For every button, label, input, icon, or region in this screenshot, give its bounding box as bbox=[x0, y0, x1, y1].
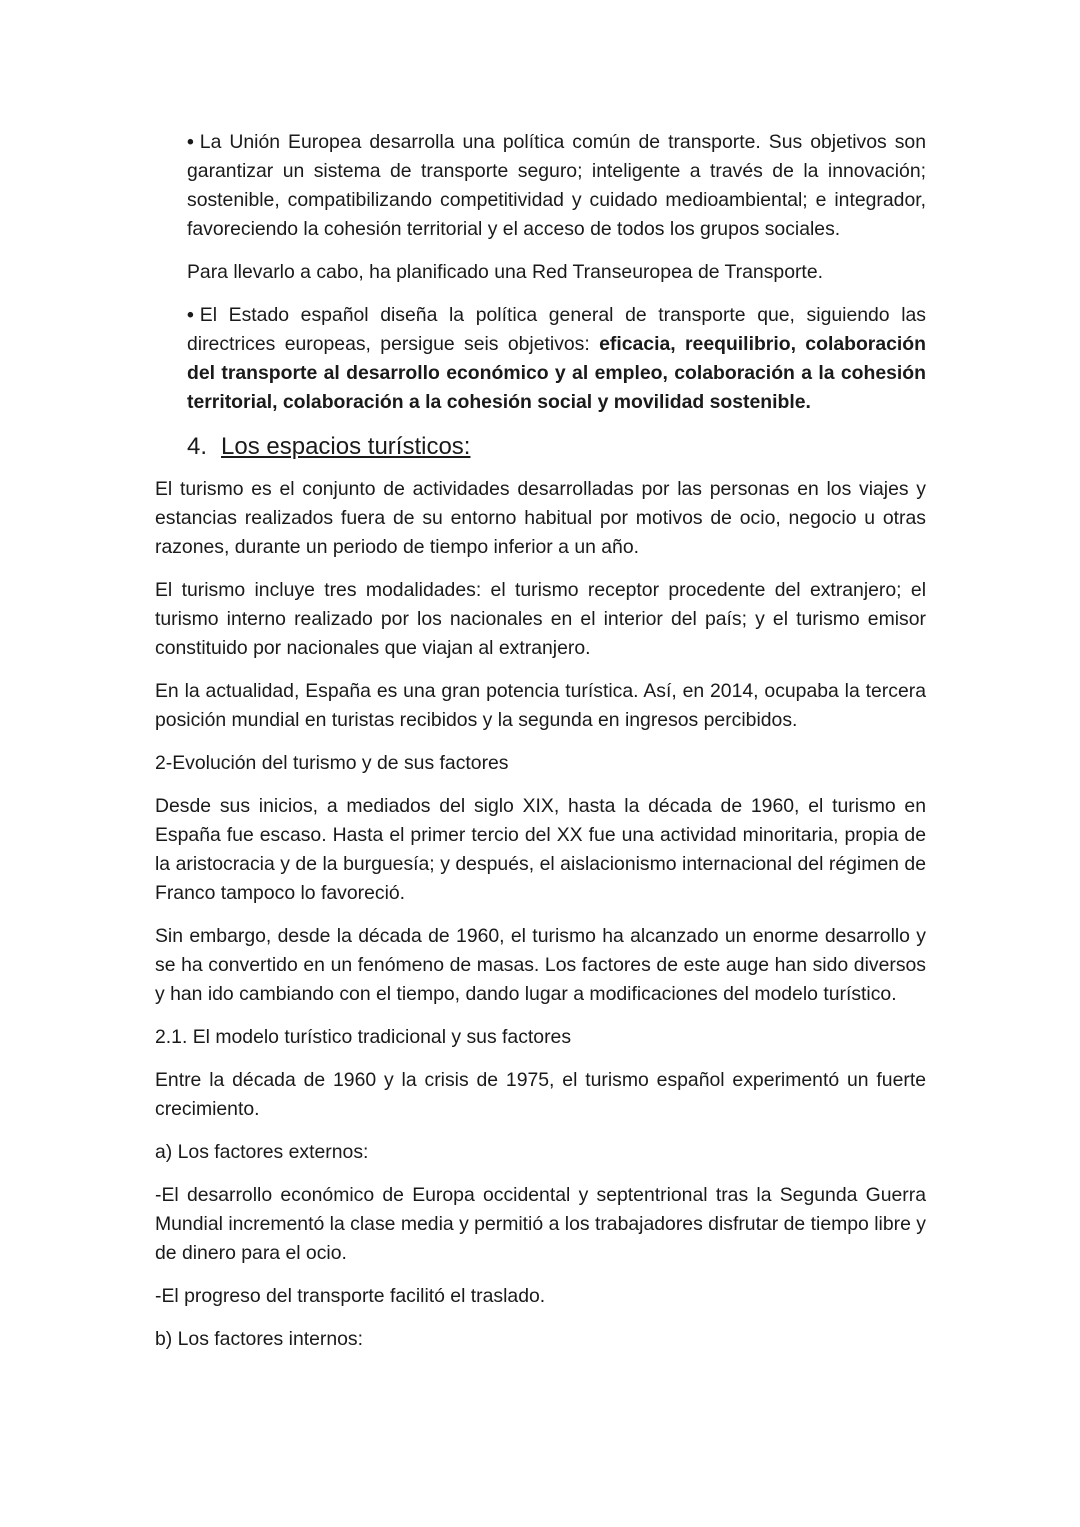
paragraph-turismo-modalidades: El turismo incluye tres modalidades: el turismo receptor procedente del extranjero; el turismo interno realizado por los nacionales en el interior del país; y el turismo emisor constituido por nacionales que viajan al extranjero. bbox=[155, 579, 926, 659]
section-number: 4. bbox=[187, 433, 208, 460]
subheading-evolucion: 2-Evolución del turismo y de sus factores bbox=[155, 752, 509, 774]
paragraph-sin-embargo: Sin embargo, desde la década de 1960, el turismo ha alcanzado un enorme desarrollo y se ha convertido en un fenómeno de masas. Los factores de este auge han sido diversos y han ido cambiando con el tiempo, dando lugar a modificaciones del modelo turístico. bbox=[155, 925, 926, 1005]
subheading-factores-externos: a) Los factores externos: bbox=[155, 1141, 369, 1163]
section-title: Los espacios turísticos: bbox=[221, 433, 471, 460]
bullet-icon: • bbox=[187, 131, 194, 153]
paragraph-progreso-transporte: -El progreso del transporte facilitó el traslado. bbox=[155, 1285, 546, 1307]
paragraph-turismo-definicion: El turismo es el conjunto de actividades desarrolladas por las personas en los viajes y estancias realizados fuera de su entorno habitual por motivos de ocio, negocio u otras razones, durante un periodo de tiempo inferior a un año. bbox=[155, 478, 926, 558]
objetivos-bold-text: eficacia, reequilibrio, colaboración del transporte al desarrollo económico y al empleo, colaboración a la cohesión territorial, colaboración a la cohesión social y movilidad sostenible. bbox=[187, 333, 926, 413]
paragraph-red-transeuropea: Para llevarlo a cabo, ha planificado una Red Transeuropea de Transporte. bbox=[187, 261, 823, 283]
paragraph-desarrollo-europa: -El desarrollo económico de Europa occidental y septentrional tras la Segunda Guerra Mundial incrementó la clase media y permitió a los trabajadores disfrutar de tiempo libre y de dinero para el ocio. bbox=[155, 1184, 926, 1264]
page-content bbox=[155, 128, 926, 1368]
paragraph-espana-potencia: En la actualidad, España es una gran potencia turística. Así, en 2014, ocupaba la tercera posición mundial en turistas recibidos y la segunda en ingresos percibidos. bbox=[155, 680, 926, 731]
subheading-modelo-tradicional: 2.1. El modelo turístico tradicional y sus factores bbox=[155, 1026, 572, 1048]
paragraph-text: El Estado español diseña la política general de transporte que, siguiendo las directrices europeas, persigue seis objetivos: bbox=[187, 304, 926, 355]
paragraph-text: La Unión Europea desarrolla una política común de transporte. Sus objetivos son garantizar un sistema de transporte seguro; inteligente a través de la innovación; sostenible, compatibilizando competitividad y cuidado medioambiental; e integrador, favoreciendo la cohesión territorial y el acceso de todos los grupos sociales. bbox=[187, 131, 926, 240]
paragraph-entre-decada: Entre la década de 1960 y la crisis de 1975, el turismo español experimentó un fuerte crecimiento. bbox=[155, 1069, 926, 1120]
section-heading bbox=[187, 431, 926, 463]
paragraph-desde-inicios: Desde sus inicios, a mediados del siglo XIX, hasta la década de 1960, el turismo en España fue escaso. Hasta el primer tercio del XX fue una actividad minoritaria, propia de la aristocracia y de la burguesía; y después, el aislacionismo internacional del régimen de Franco tampoco lo favoreció. bbox=[155, 795, 926, 904]
subheading-factores-internos: b) Los factores internos: bbox=[155, 1328, 364, 1350]
paragraph-ue-politica bbox=[187, 128, 926, 244]
paragraph-estado-espanol bbox=[187, 301, 926, 417]
bullet-icon: • bbox=[187, 304, 194, 326]
